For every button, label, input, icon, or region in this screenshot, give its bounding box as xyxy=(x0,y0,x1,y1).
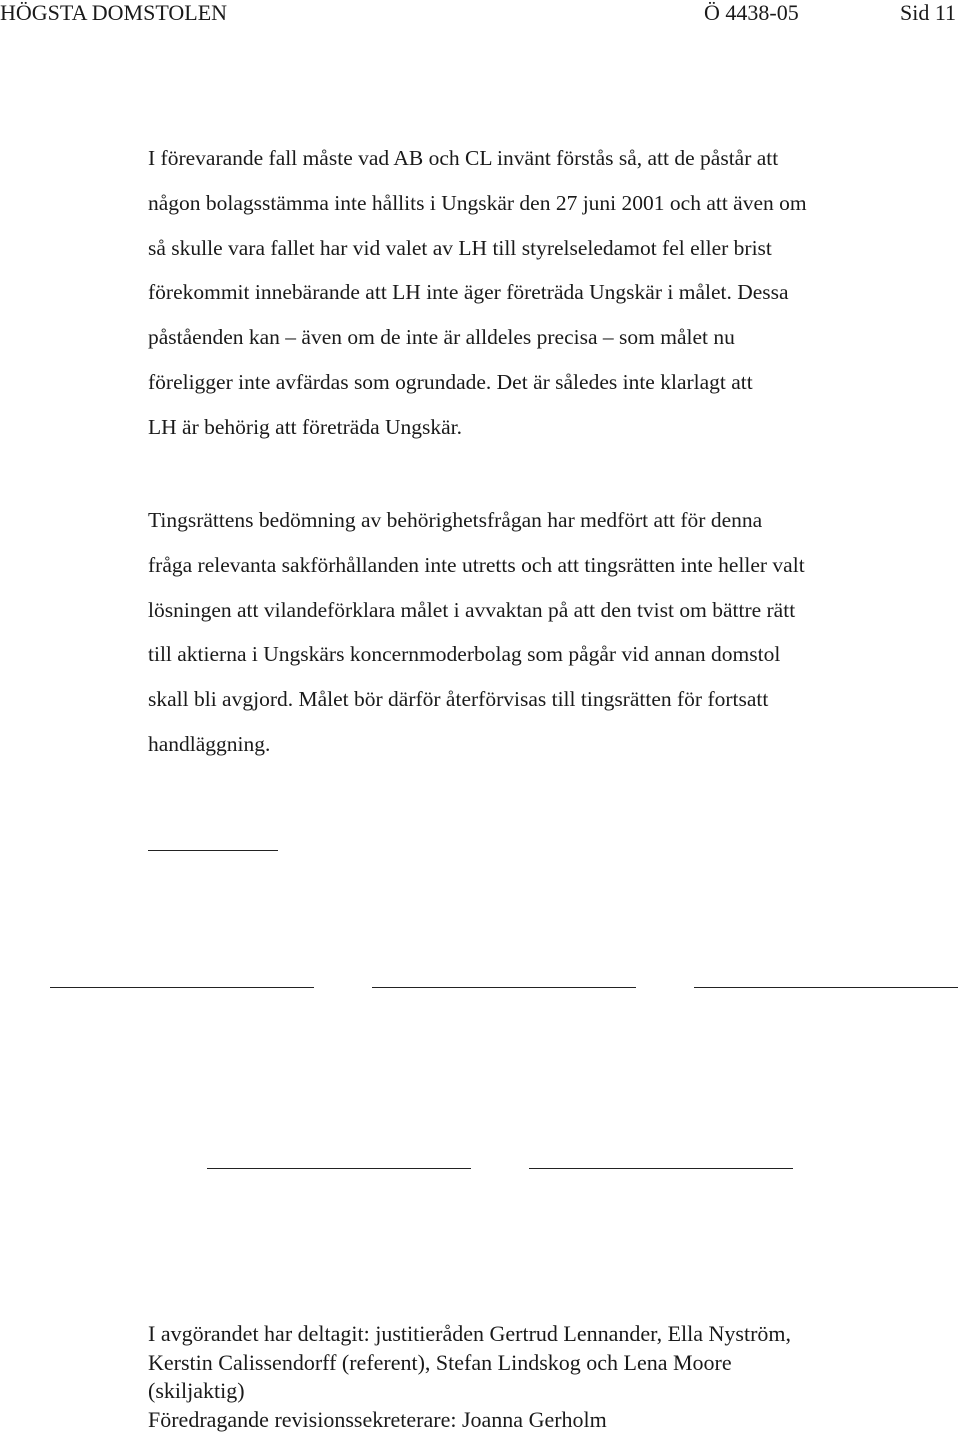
text-line: till aktierna i Ungskärs koncernmoderbolag som pågår vid annan domstol xyxy=(148,642,781,667)
case-number: Ö 4438-05 xyxy=(704,0,799,25)
text-line: föreligger inte avfärdas som ogrundade. Det är således inte klarlagt att xyxy=(148,369,753,394)
text-line: förekommit innebärande att LH inte äger företräda Ungskär i målet. Dessa xyxy=(148,280,789,305)
text-line: lösningen att vilandeförklara målet i avvaktan på att den tvist om bättre rätt xyxy=(148,597,796,622)
text-line: påståenden kan – även om de inte är alldeles precisa – som målet nu xyxy=(148,325,735,350)
text-line: LH är behörig att företräda Ungskär. xyxy=(148,414,463,439)
signature-line xyxy=(207,1168,471,1169)
text-line: någon bolagsstämma inte hållits i Ungskär den 27 juni 2001 och att även om xyxy=(148,190,807,215)
signature-line xyxy=(50,987,314,988)
signature-line xyxy=(694,987,958,988)
section-end-rule xyxy=(148,850,278,851)
court-name: HÖGSTA DOMSTOLEN xyxy=(0,0,228,25)
text-line: skall bli avgjord. Målet bör därför återförvisas till tingsrätten för fortsatt xyxy=(148,687,769,712)
participants-note xyxy=(148,1320,960,1434)
text-line: Tingsrättens bedömning av behörighetsfrågan har medfört att för denna xyxy=(148,508,763,532)
footer-line: Föredragande revisionssekreterare: Joanna Gerholm xyxy=(148,1406,607,1432)
signature-line xyxy=(372,987,636,988)
text-line: handläggning. xyxy=(148,731,271,756)
body-paragraph xyxy=(148,498,960,767)
text-line: så skulle vara fallet har vid valet av LH till styrelseledamot fel eller brist xyxy=(148,235,772,260)
text-line: fråga relevanta sakförhållanden inte utretts och att tingsrätten inte heller valt xyxy=(148,552,805,577)
footer-line: (skiljaktig) xyxy=(148,1378,245,1403)
page-number: Sid 11 xyxy=(899,0,956,25)
footer-line: I avgörandet har deltagit: justitieråden Gertrud Lennander, Ella Nyström, xyxy=(148,1321,792,1346)
page-header xyxy=(0,0,960,30)
footer-line: Kerstin Calissendorff (referent), Stefan Lindskog och Lena Moore xyxy=(148,1349,732,1375)
body-paragraph xyxy=(148,136,960,450)
text-line: I förevarande fall måste vad AB och CL invänt förstås så, att de påstår att xyxy=(148,146,779,170)
signature-line xyxy=(529,1168,793,1169)
